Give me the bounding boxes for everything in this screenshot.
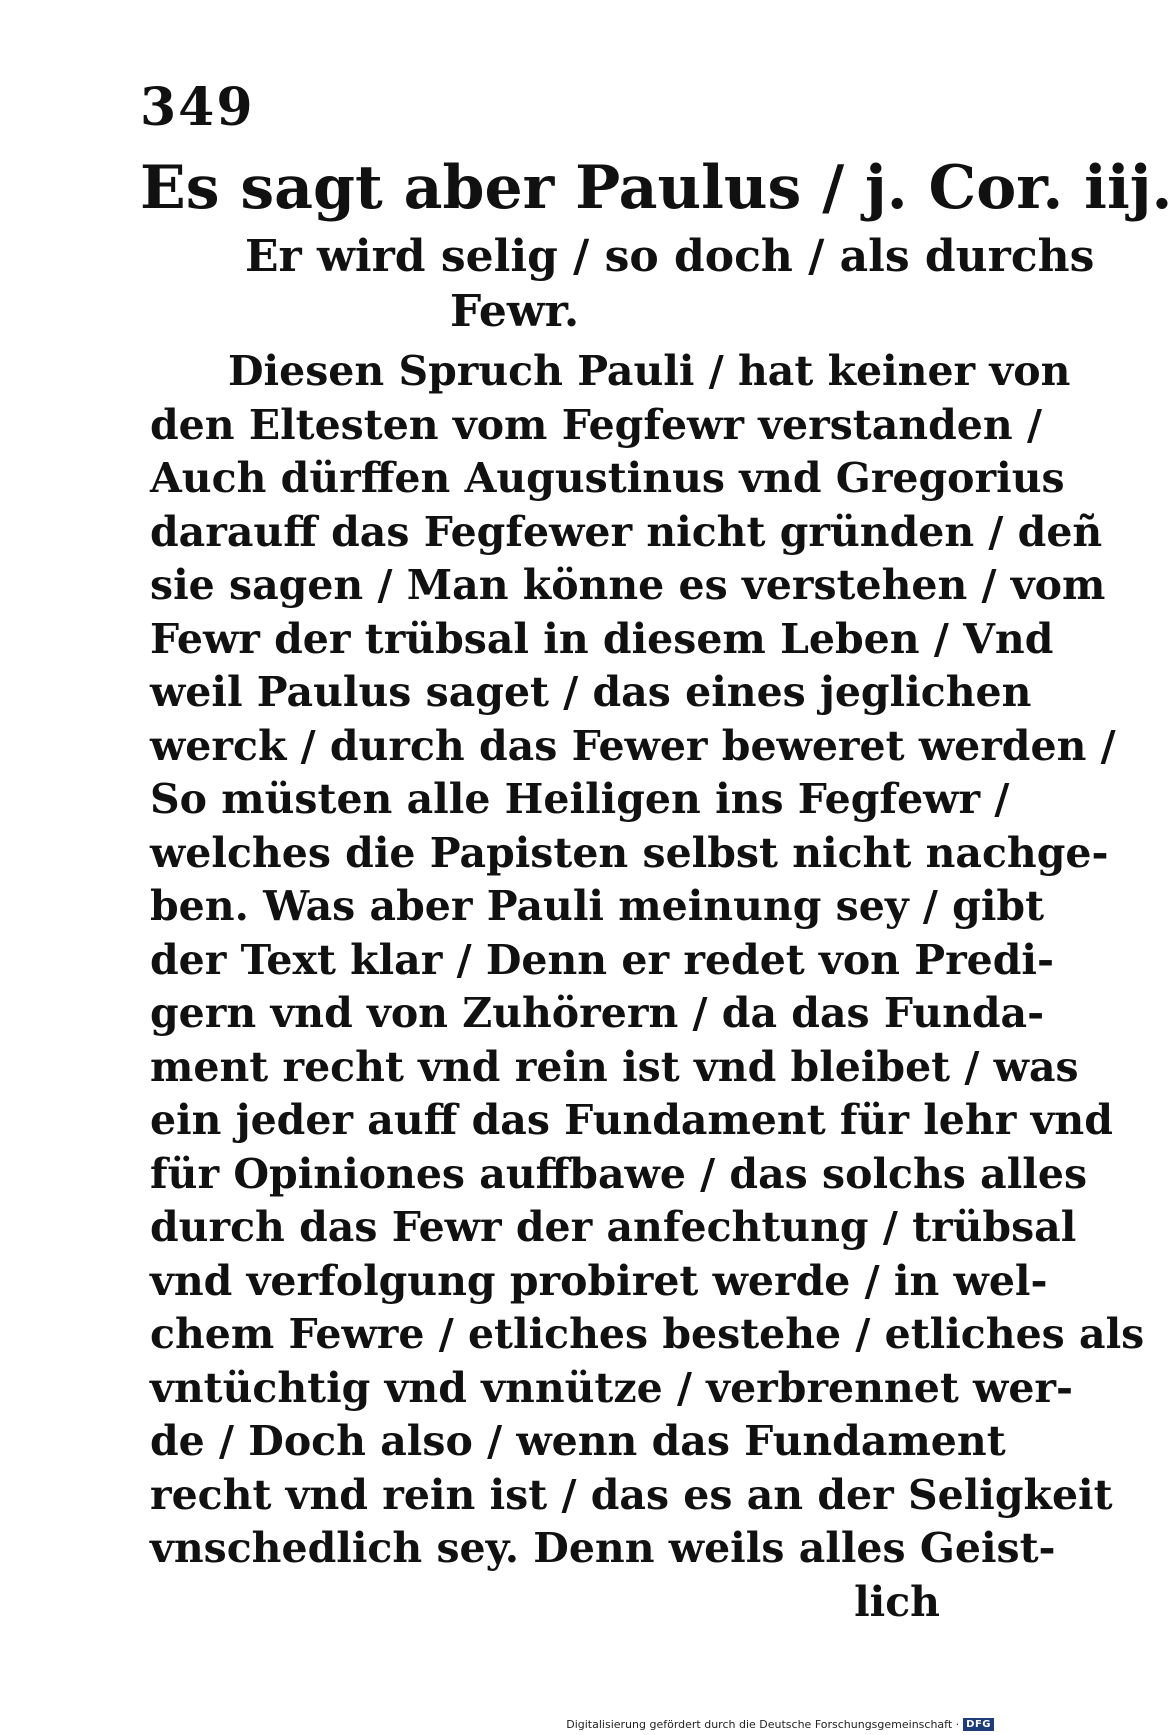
page-number: 349 [140,77,255,138]
body-line: werck / durch das Fewer beweret werden / [150,721,1116,770]
body-line: für Opiniones auffbawe / das solchs alles [150,1149,1088,1198]
body-line: Auch dürffen Augustinus vnd Gregorius [150,454,1065,502]
dfg-logo: DFG [963,1718,994,1731]
body-line: So müsten alle Heiligen ins Fegfewr / [150,775,1010,823]
body-line: welches die Papisten selbst nicht nachge- [150,828,1109,877]
body-line: gern vnd von Zuhörern / da das Funda- [150,989,1045,1037]
body-line: durch das Fewr der anfechtung / trübsal [150,1203,1077,1251]
body-line: weil Paulus saget / das eines jeglichen [150,668,1032,716]
digitization-credit [566,1718,994,1731]
heading-line-3: Fewr. [450,286,580,337]
heading-line-2: Er wird selig / so doch / als durchs [245,231,1095,282]
body-line: ben. Was aber Pauli meinung sey / gibt [150,882,1045,930]
body-line: ment recht vnd rein ist vnd bleibet / was [150,1042,1079,1091]
body-line-catchword: lich [854,1577,940,1626]
body-line: Diesen Spruch Pauli / hat keiner von [228,347,1071,395]
body-line: chem Fewre / etliches bestehe / etliches als [150,1310,1145,1358]
body-line: de / Doch also / wenn das Fundament [150,1417,1006,1465]
body-line: darauff das Fegfewer nicht gründen / deñ [150,507,1103,556]
body-line: vnd verfolgung probiret werde / in wel- [150,1256,1048,1305]
body-line: ein jeder auff das Fundament für lehr vnd [150,1096,1113,1144]
body-line: recht vnd rein ist / das es an der Seligkeit [150,1470,1113,1519]
heading-line-1: Es sagt aber Paulus / j. Cor. iij. [140,153,1172,223]
body-line: den Eltesten vom Fegfewr verstanden / [150,400,1042,449]
body-text [150,345,1145,1629]
body-line: Fewr der trübsal in diesem Leben / Vnd [150,614,1054,663]
body-line: vntüchtig vnd vnnütze / verbrennet wer- [150,1363,1074,1412]
body-line: der Text klar / Denn er redet von Predi- [150,935,1055,984]
body-line: vnschedlich sey. Denn weils alles Geist- [150,1524,1056,1572]
credit-text: Digitalisierung gefördert durch die Deutsche Forschungsgemeinschaft · [566,1718,960,1731]
body-line: sie sagen / Man könne es verstehen / vom [150,561,1106,609]
